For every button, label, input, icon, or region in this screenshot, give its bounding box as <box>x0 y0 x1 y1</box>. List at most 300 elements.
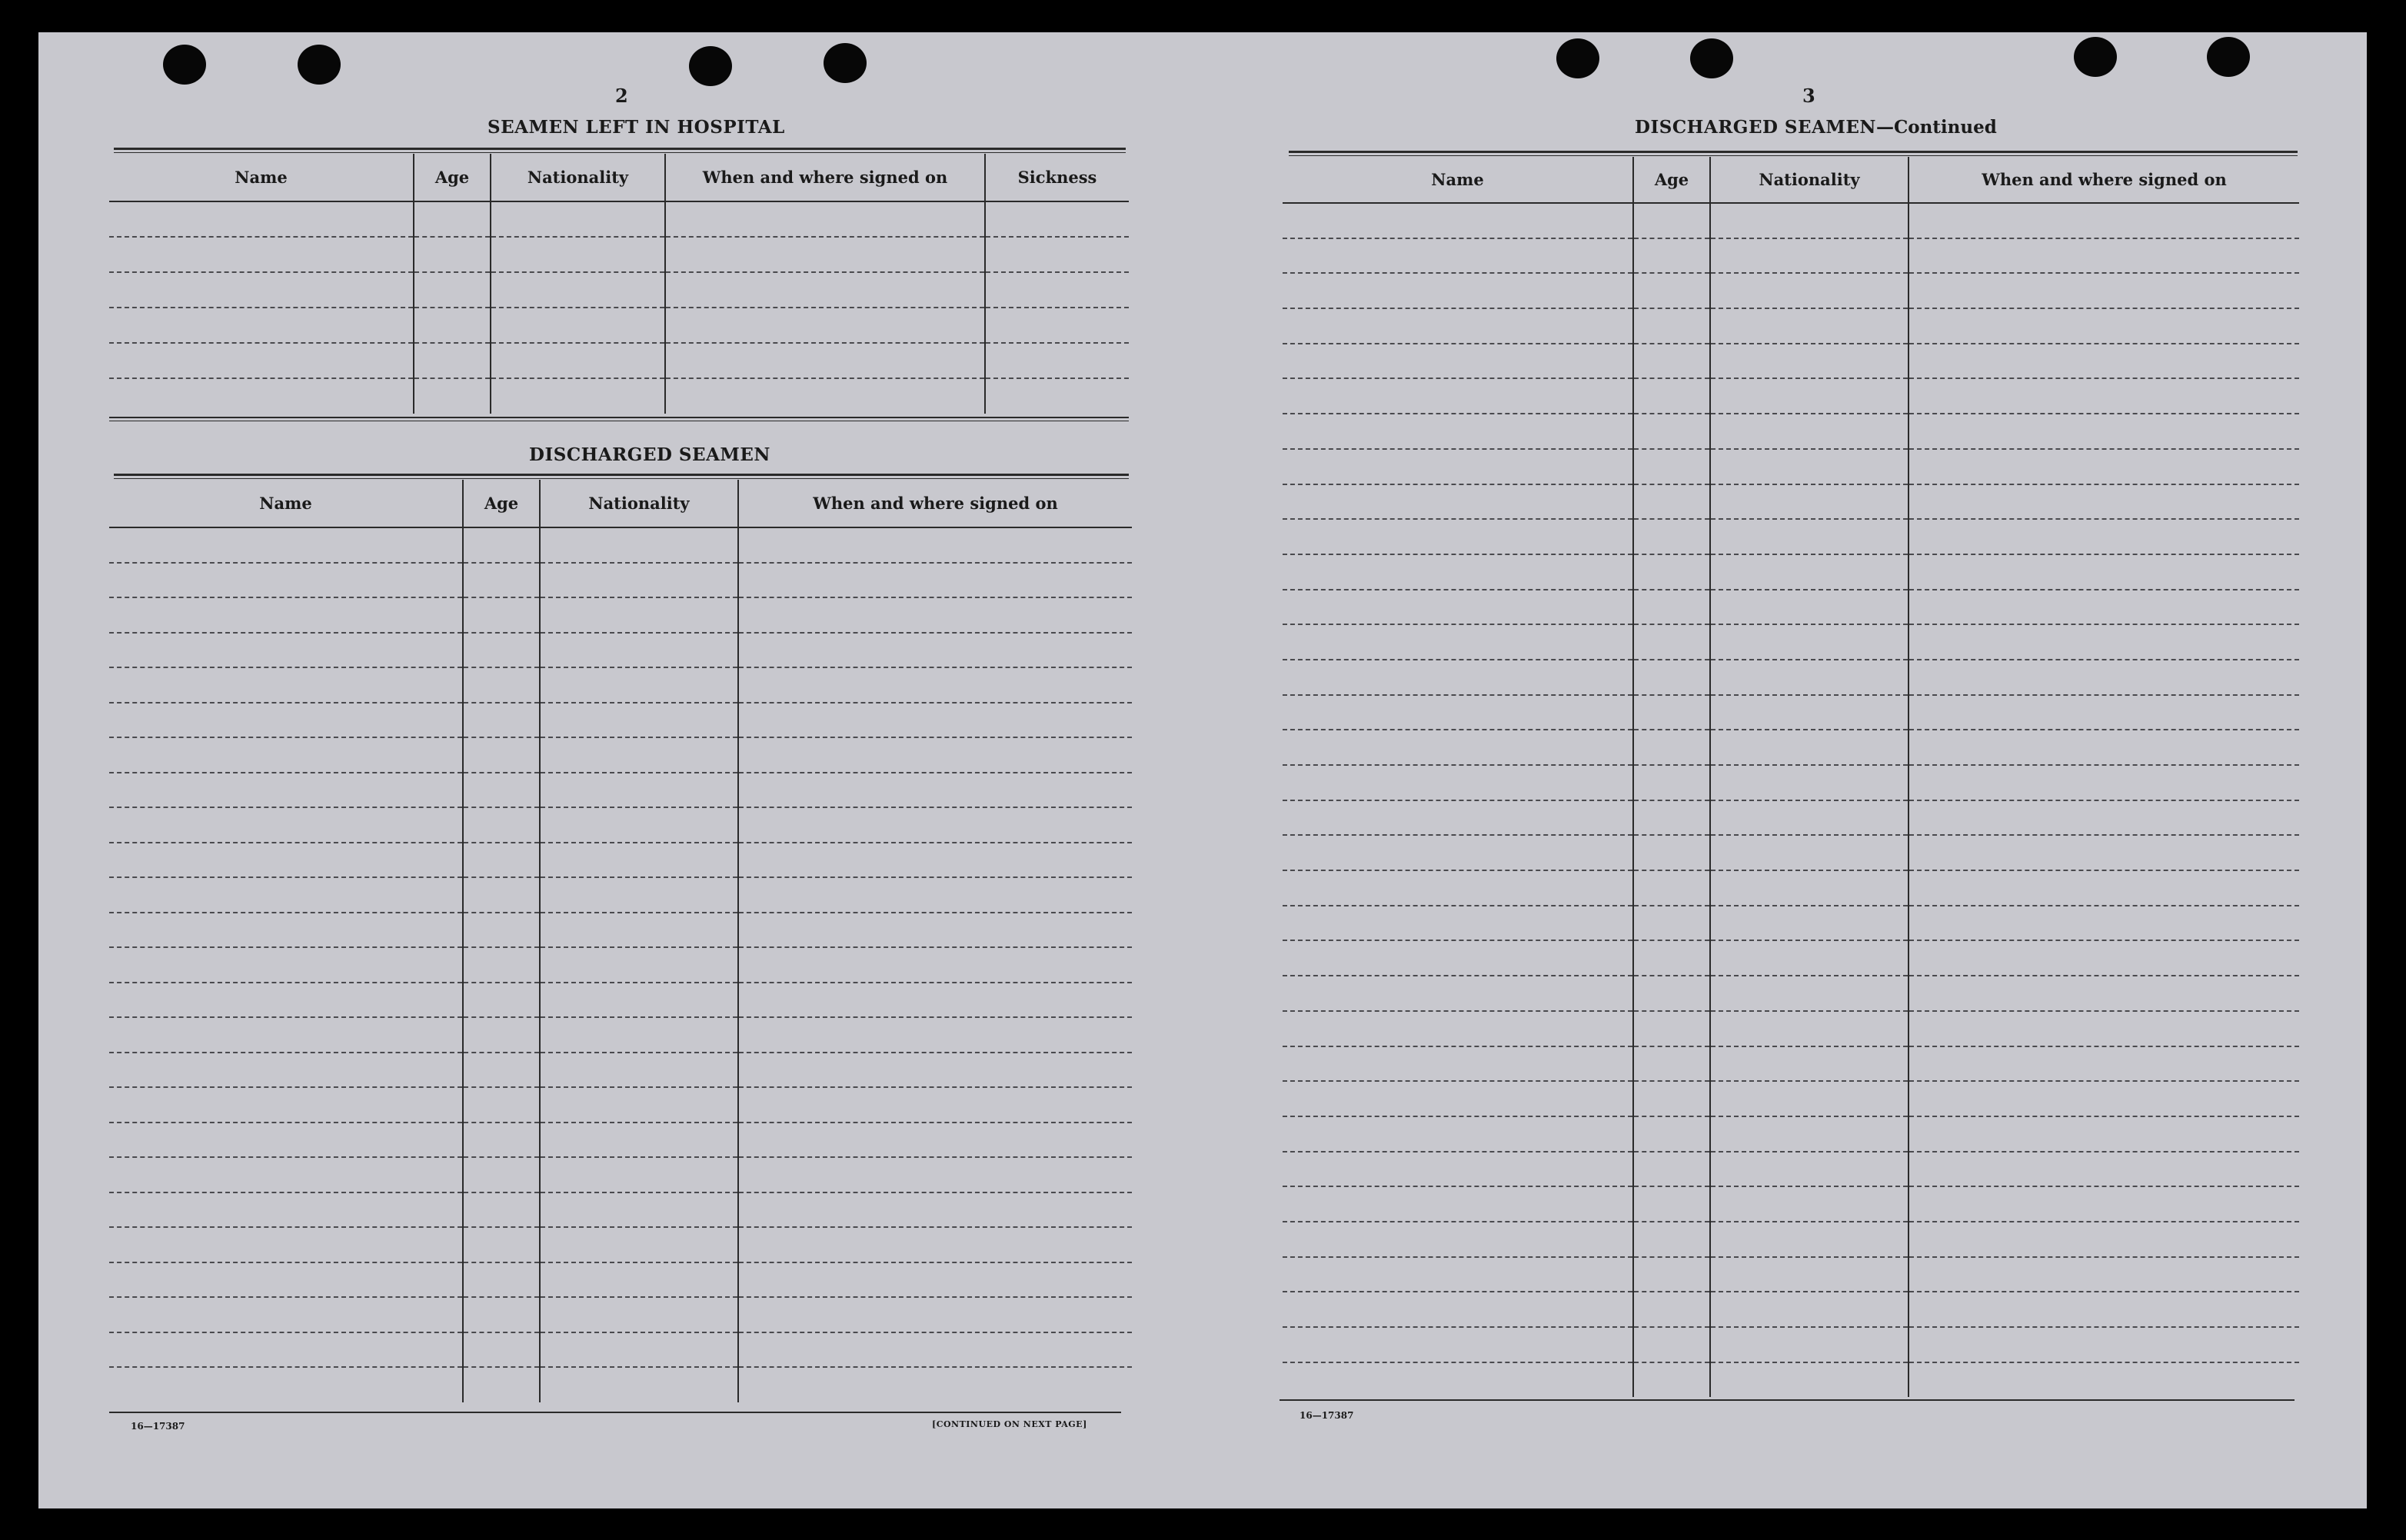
blank-row <box>109 1227 1132 1262</box>
blank-cell <box>414 343 491 378</box>
blank-row <box>109 667 1132 703</box>
blank-cell <box>665 272 985 308</box>
blank-cell <box>463 807 540 843</box>
blank-cell <box>109 272 414 308</box>
blank-cell <box>1283 906 1633 941</box>
blank-row <box>1283 1081 2299 1116</box>
blank-row <box>1283 765 2299 800</box>
blank-cell <box>1908 1257 2299 1292</box>
blank-cell <box>1908 519 2299 554</box>
blank-cell <box>738 1332 1132 1368</box>
blank-cell <box>109 378 414 414</box>
blank-cell <box>1283 449 1633 484</box>
blank-row <box>109 1087 1132 1123</box>
blank-cell <box>1283 1362 1633 1398</box>
blank-row <box>109 843 1132 878</box>
blank-row <box>1283 800 2299 836</box>
blank-cell <box>738 563 1132 598</box>
blank-cell <box>540 527 738 563</box>
blank-cell <box>738 1017 1132 1053</box>
blank-cell <box>1633 1152 1710 1187</box>
blank-cell <box>665 201 985 237</box>
blank-cell <box>1908 800 2299 836</box>
blank-cell <box>491 343 665 378</box>
blank-cell <box>1283 1152 1633 1187</box>
blank-row <box>109 308 1129 343</box>
blank-row <box>1283 1152 2299 1187</box>
blank-cell <box>1710 835 1908 870</box>
section-title-suffix: —Continued <box>1875 117 1997 138</box>
blank-cell <box>1908 1362 2299 1398</box>
blank-cell <box>109 983 463 1018</box>
blank-cell <box>738 1087 1132 1123</box>
blank-cell <box>738 527 1132 563</box>
blank-cell <box>540 1123 738 1158</box>
blank-cell <box>463 1367 540 1402</box>
blank-row <box>109 1053 1132 1088</box>
header-rule <box>114 474 1129 476</box>
page-number: 2 <box>615 85 628 107</box>
blank-cell <box>1908 660 2299 695</box>
page-number: 3 <box>1802 85 1815 107</box>
blank-cell <box>491 237 665 272</box>
form-number: 16—17387 <box>1300 1410 1354 1421</box>
blank-cell <box>1710 1081 1908 1116</box>
blank-cell <box>109 877 463 913</box>
blank-cell <box>738 1053 1132 1088</box>
blank-row <box>109 703 1132 738</box>
blank-cell <box>1710 414 1908 449</box>
blank-cell <box>1283 1257 1633 1292</box>
blank-cell <box>738 843 1132 878</box>
blank-row <box>109 633 1132 668</box>
blank-cell <box>1633 1292 1710 1327</box>
blank-cell <box>738 947 1132 983</box>
blank-cell <box>1908 273 2299 308</box>
blank-cell <box>463 563 540 598</box>
blank-cell <box>463 947 540 983</box>
blank-cell <box>1633 238 1710 274</box>
blank-cell <box>1283 1222 1633 1257</box>
blank-cell <box>1283 378 1633 414</box>
continued-note: [CONTINUED ON NEXT PAGE] <box>932 1419 1087 1429</box>
blank-cell <box>109 1017 463 1053</box>
column-header-signed-on: When and where signed on <box>738 480 1132 527</box>
blank-cell <box>540 737 738 773</box>
blank-cell <box>1283 238 1633 274</box>
punch-hole <box>689 46 732 86</box>
blank-row <box>1283 449 2299 484</box>
blank-cell <box>109 237 414 272</box>
blank-row <box>1283 344 2299 379</box>
blank-cell <box>1908 695 2299 730</box>
blank-cell <box>463 1017 540 1053</box>
column-header-nationality: Nationality <box>491 154 665 201</box>
blank-row <box>109 947 1132 983</box>
blank-cell <box>414 378 491 414</box>
blank-cell <box>1908 624 2299 660</box>
blank-cell <box>1710 484 1908 520</box>
blank-cell <box>109 843 463 878</box>
blank-cell <box>1710 695 1908 730</box>
blank-cell <box>109 1157 463 1192</box>
blank-cell <box>1908 940 2299 976</box>
blank-cell <box>738 737 1132 773</box>
blank-row <box>1283 308 2299 344</box>
blank-cell <box>738 877 1132 913</box>
blank-cell <box>1283 1081 1633 1116</box>
section-title <box>1635 117 1997 138</box>
blank-cell <box>1908 484 2299 520</box>
blank-cell <box>540 703 738 738</box>
blank-cell <box>540 1297 738 1332</box>
blank-cell <box>109 343 414 378</box>
blank-cell <box>463 913 540 948</box>
punch-hole <box>824 43 867 83</box>
blank-cell <box>463 1332 540 1368</box>
blank-cell <box>1908 1222 2299 1257</box>
blank-cell <box>1633 273 1710 308</box>
blank-cell <box>109 807 463 843</box>
blank-cell <box>1283 1011 1633 1046</box>
blank-cell <box>1633 308 1710 344</box>
blank-cell <box>738 703 1132 738</box>
blank-row <box>109 1367 1132 1402</box>
blank-row <box>1283 906 2299 941</box>
blank-cell <box>1908 449 2299 484</box>
blank-cell <box>540 1017 738 1053</box>
blank-row <box>109 201 1129 237</box>
blank-cell <box>1710 1327 1908 1362</box>
blank-row <box>109 597 1132 633</box>
blank-cell <box>1633 449 1710 484</box>
column-header-name: Name <box>1283 157 1633 203</box>
blank-cell <box>463 667 540 703</box>
blank-cell <box>109 737 463 773</box>
blank-cell <box>491 272 665 308</box>
blank-cell <box>109 1053 463 1088</box>
blank-cell <box>1908 835 2299 870</box>
blank-row <box>109 1332 1132 1368</box>
blank-cell <box>738 913 1132 948</box>
blank-cell <box>463 773 540 808</box>
punch-hole <box>1556 38 1599 78</box>
blank-cell <box>414 201 491 237</box>
blank-cell <box>491 201 665 237</box>
blank-cell <box>1710 449 1908 484</box>
column-header-signed-on: When and where signed on <box>665 154 985 201</box>
blank-cell <box>1908 238 2299 274</box>
blank-cell <box>463 1157 540 1192</box>
blank-cell <box>109 1192 463 1228</box>
blank-cell <box>1283 414 1633 449</box>
blank-cell <box>463 877 540 913</box>
punch-hole <box>298 45 341 85</box>
blank-cell <box>540 877 738 913</box>
blank-row <box>1283 590 2299 625</box>
header-rule <box>114 148 1126 150</box>
blank-row <box>109 237 1129 272</box>
blank-cell <box>1633 765 1710 800</box>
blank-cell <box>665 378 985 414</box>
column-header-name: Name <box>109 480 463 527</box>
blank-cell <box>1908 1081 2299 1116</box>
blank-cell <box>738 1297 1132 1332</box>
blank-cell <box>1283 870 1633 906</box>
blank-cell <box>463 527 540 563</box>
blank-cell <box>540 947 738 983</box>
blank-cell <box>1710 1362 1908 1398</box>
blank-cell <box>540 773 738 808</box>
blank-cell <box>1710 554 1908 590</box>
blank-row <box>109 527 1132 563</box>
blank-cell <box>109 703 463 738</box>
table-end-rule <box>1280 1399 2295 1401</box>
blank-cell <box>1283 800 1633 836</box>
blank-cell <box>491 308 665 343</box>
blank-cell <box>1633 378 1710 414</box>
punch-hole <box>1690 38 1733 78</box>
blank-row <box>1283 1222 2299 1257</box>
blank-cell <box>1283 976 1633 1011</box>
blank-row <box>1283 940 2299 976</box>
blank-cell <box>414 237 491 272</box>
blank-row <box>109 1192 1132 1228</box>
blank-row <box>1283 554 2299 590</box>
column-header-name: Name <box>109 154 414 201</box>
blank-cell <box>985 272 1129 308</box>
blank-cell <box>1710 906 1908 941</box>
blank-cell <box>1908 976 2299 1011</box>
blank-cell <box>1283 1046 1633 1082</box>
blank-cell <box>1908 1327 2299 1362</box>
blank-row <box>109 1017 1132 1053</box>
blank-cell <box>109 201 414 237</box>
blank-cell <box>1710 1257 1908 1292</box>
blank-row <box>1283 273 2299 308</box>
blank-cell <box>540 1227 738 1262</box>
blank-cell <box>738 1262 1132 1298</box>
blank-cell <box>540 667 738 703</box>
blank-row <box>1283 1116 2299 1152</box>
blank-cell <box>1710 344 1908 379</box>
blank-row <box>109 983 1132 1018</box>
blank-row <box>1283 1186 2299 1222</box>
blank-cell <box>1283 835 1633 870</box>
blank-cell <box>1633 976 1710 1011</box>
section-end-rule <box>109 417 1129 418</box>
blank-row <box>1283 484 2299 520</box>
blank-cell <box>1283 695 1633 730</box>
blank-cell <box>1710 1046 1908 1082</box>
blank-cell <box>1710 1186 1908 1222</box>
blank-row <box>109 1262 1132 1298</box>
blank-cell <box>1633 484 1710 520</box>
blank-row <box>1283 414 2299 449</box>
blank-cell <box>1633 519 1710 554</box>
blank-row <box>1283 1257 2299 1292</box>
punch-hole <box>163 45 206 85</box>
blank-cell <box>738 1192 1132 1228</box>
blank-cell <box>540 807 738 843</box>
blank-cell <box>1710 976 1908 1011</box>
blank-cell <box>665 237 985 272</box>
blank-cell <box>1633 660 1710 695</box>
punch-hole <box>2074 37 2117 77</box>
blank-row <box>109 877 1132 913</box>
blank-cell <box>1908 590 2299 625</box>
form-number: 16—17387 <box>131 1421 185 1432</box>
blank-cell <box>1710 273 1908 308</box>
blank-cell <box>540 1087 738 1123</box>
blank-row <box>1283 870 2299 906</box>
blank-cell <box>1633 1186 1710 1222</box>
blank-cell <box>1633 730 1710 765</box>
column-header-age: Age <box>463 480 540 527</box>
blank-cell <box>1710 1222 1908 1257</box>
blank-cell <box>1283 1186 1633 1222</box>
blank-cell <box>1283 273 1633 308</box>
blank-row <box>109 807 1132 843</box>
blank-cell <box>1908 1011 2299 1046</box>
blank-cell <box>463 703 540 738</box>
column-header-age: Age <box>414 154 491 201</box>
blank-cell <box>738 983 1132 1018</box>
column-header-sickness: Sickness <box>985 154 1129 201</box>
blank-cell <box>1710 1011 1908 1046</box>
blank-cell <box>1633 590 1710 625</box>
blank-cell <box>1710 1152 1908 1187</box>
column-header-nationality: Nationality <box>1710 157 1908 203</box>
blank-cell <box>109 1297 463 1332</box>
blank-cell <box>1908 203 2299 238</box>
blank-cell <box>540 1053 738 1088</box>
blank-row <box>109 378 1129 414</box>
blank-cell <box>1710 1116 1908 1152</box>
blank-cell <box>985 343 1129 378</box>
blank-cell <box>463 737 540 773</box>
discharged-table <box>109 480 1132 1402</box>
blank-cell <box>1633 835 1710 870</box>
blank-cell <box>463 597 540 633</box>
column-header-signed-on: When and where signed on <box>1908 157 2299 203</box>
blank-cell <box>1908 414 2299 449</box>
blank-row <box>109 1157 1132 1192</box>
blank-cell <box>540 913 738 948</box>
blank-cell <box>1283 1116 1633 1152</box>
blank-cell <box>540 1192 738 1228</box>
blank-cell <box>109 308 414 343</box>
blank-row <box>1283 519 2299 554</box>
blank-cell <box>1710 1292 1908 1327</box>
blank-row <box>109 272 1129 308</box>
blank-cell <box>985 308 1129 343</box>
blank-cell <box>1908 765 2299 800</box>
blank-cell <box>1908 554 2299 590</box>
blank-cell <box>1283 554 1633 590</box>
blank-cell <box>1710 940 1908 976</box>
table-end-rule <box>109 1412 1121 1413</box>
blank-cell <box>1633 1046 1710 1082</box>
blank-cell <box>738 597 1132 633</box>
blank-cell <box>109 1087 463 1123</box>
blank-cell <box>109 913 463 948</box>
blank-cell <box>1710 624 1908 660</box>
blank-cell <box>1908 1046 2299 1082</box>
blank-cell <box>463 1262 540 1298</box>
blank-cell <box>540 597 738 633</box>
section-title: SEAMEN LEFT IN HOSPITAL <box>488 117 785 138</box>
blank-cell <box>1633 800 1710 836</box>
blank-cell <box>1908 378 2299 414</box>
blank-cell <box>1633 1362 1710 1398</box>
blank-cell <box>1633 695 1710 730</box>
blank-cell <box>1908 1292 2299 1327</box>
blank-cell <box>1633 1116 1710 1152</box>
blank-cell <box>1633 203 1710 238</box>
blank-cell <box>738 807 1132 843</box>
blank-cell <box>1908 870 2299 906</box>
blank-cell <box>1710 660 1908 695</box>
continued-table <box>1283 157 2299 1397</box>
blank-cell <box>1633 414 1710 449</box>
blank-cell <box>109 1332 463 1368</box>
punch-hole <box>2207 37 2250 77</box>
blank-row <box>1283 730 2299 765</box>
blank-cell <box>540 1332 738 1368</box>
blank-cell <box>738 773 1132 808</box>
blank-cell <box>1283 590 1633 625</box>
blank-cell <box>540 983 738 1018</box>
blank-cell <box>738 1157 1132 1192</box>
blank-cell <box>1283 940 1633 976</box>
blank-cell <box>1710 765 1908 800</box>
blank-cell <box>1710 308 1908 344</box>
blank-cell <box>540 843 738 878</box>
blank-cell <box>1908 906 2299 941</box>
blank-cell <box>463 1123 540 1158</box>
blank-cell <box>738 667 1132 703</box>
blank-cell <box>109 667 463 703</box>
blank-cell <box>1633 624 1710 660</box>
blank-cell <box>109 1123 463 1158</box>
blank-row <box>1283 378 2299 414</box>
hospital-table <box>109 154 1129 414</box>
blank-row <box>109 773 1132 808</box>
blank-cell <box>1710 870 1908 906</box>
blank-cell <box>985 237 1129 272</box>
blank-cell <box>1283 203 1633 238</box>
blank-cell <box>1633 940 1710 976</box>
blank-cell <box>985 201 1129 237</box>
blank-cell <box>1283 624 1633 660</box>
blank-cell <box>540 1157 738 1192</box>
blank-cell <box>665 343 985 378</box>
blank-cell <box>540 633 738 668</box>
blank-cell <box>738 633 1132 668</box>
blank-cell <box>463 983 540 1018</box>
blank-cell <box>1283 1327 1633 1362</box>
blank-cell <box>109 597 463 633</box>
blank-cell <box>738 1227 1132 1262</box>
blank-cell <box>109 1367 463 1402</box>
blank-cell <box>738 1367 1132 1402</box>
blank-row <box>1283 660 2299 695</box>
blank-row <box>1283 835 2299 870</box>
blank-cell <box>738 1123 1132 1158</box>
blank-row <box>1283 695 2299 730</box>
blank-cell <box>463 1053 540 1088</box>
